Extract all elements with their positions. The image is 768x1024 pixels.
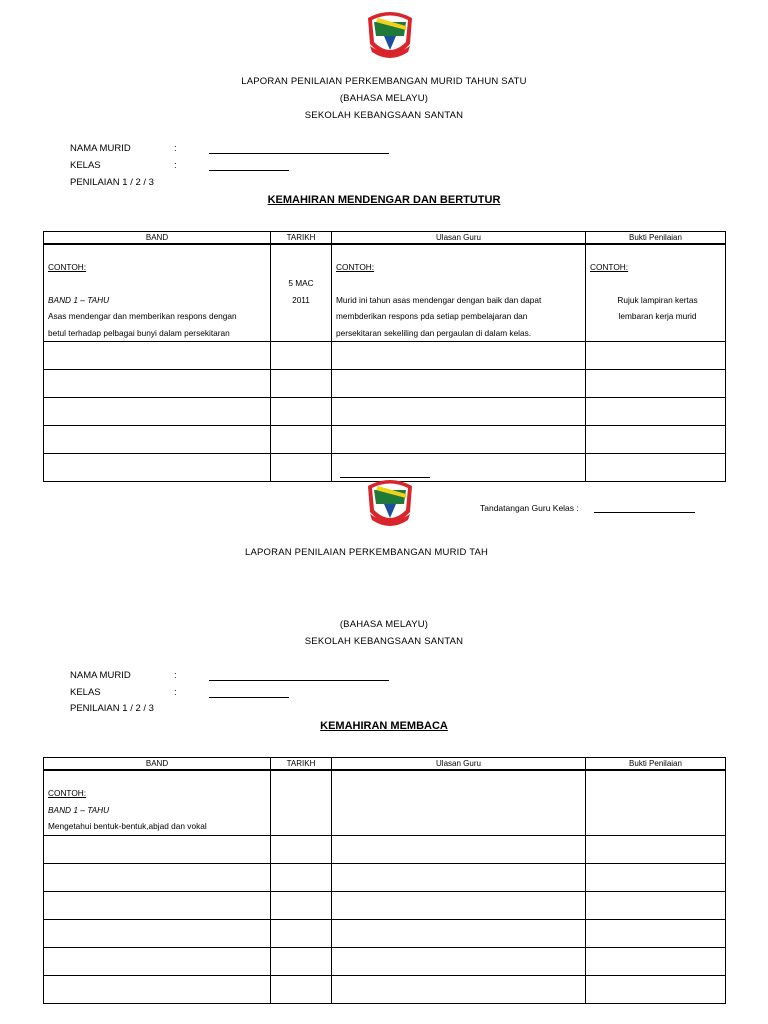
empty-cell[interactable]	[271, 975, 332, 1003]
report-title: LAPORAN PENILAIAN PERKEMBANGAN MURID TAH	[245, 547, 489, 558]
table-row	[44, 947, 726, 975]
class-teacher-signature-label: Tandatangan Guru Kelas :	[480, 503, 579, 513]
empty-cell[interactable]	[332, 947, 586, 975]
example-label: CONTOH:	[336, 262, 375, 272]
empty-cell[interactable]	[271, 454, 332, 482]
table-row	[44, 426, 726, 454]
empty-cell[interactable]	[332, 835, 586, 863]
empty-cell[interactable]	[44, 975, 271, 1003]
empty-cell[interactable]	[44, 426, 271, 454]
empty-cell[interactable]	[44, 891, 271, 919]
date-value: 5 MAC	[288, 278, 314, 288]
empty-cell[interactable]	[44, 370, 271, 398]
empty-cell[interactable]	[44, 947, 271, 975]
listening-assessment-table	[43, 231, 726, 482]
empty-cell[interactable]	[332, 863, 586, 891]
col-header-date: TARIKH	[271, 232, 332, 245]
empty-cell[interactable]	[271, 891, 332, 919]
report-subject: (BAHASA MELAYU)	[339, 93, 429, 104]
band-desc: Mengetahui bentuk-bentuk,abjad dan vokal	[48, 821, 207, 831]
band-cell	[44, 244, 271, 342]
empty-cell[interactable]	[44, 454, 271, 482]
empty-cell[interactable]	[271, 342, 332, 370]
empty-cell[interactable]	[586, 919, 726, 947]
table-row	[44, 863, 726, 891]
colon: :	[174, 143, 177, 154]
comment-cell[interactable]	[332, 244, 586, 342]
assessment-label: PENILAIAN 1 / 2 / 3	[70, 703, 154, 714]
evidence-cell[interactable]	[586, 770, 726, 835]
student-name-field[interactable]	[209, 680, 389, 681]
empty-cell[interactable]	[44, 919, 271, 947]
empty-cell[interactable]	[586, 426, 726, 454]
school-name: SEKOLAH KEBANGSAAN SANTAN	[304, 110, 464, 121]
evidence-text: lembaran kerja murid	[618, 311, 697, 321]
empty-cell[interactable]	[271, 398, 332, 426]
col-header-date: TARIKH	[271, 758, 332, 771]
table-row-example	[44, 244, 726, 342]
reading-assessment-table	[43, 757, 726, 1004]
section-heading-reading: KEMAHIRAN MEMBACA	[320, 720, 448, 732]
empty-cell[interactable]	[271, 919, 332, 947]
school-crest-logo	[362, 6, 418, 66]
date-cell[interactable]	[271, 770, 332, 835]
class-label: KELAS	[70, 160, 101, 171]
class-field[interactable]	[209, 697, 289, 698]
empty-cell[interactable]	[586, 454, 726, 482]
col-header-band: BAND	[44, 232, 271, 245]
assessment-label: PENILAIAN 1 / 2 / 3	[70, 177, 154, 188]
band-desc: Asas mendengar dan memberikan respons dengan	[48, 311, 237, 321]
colon: :	[174, 670, 177, 681]
band-title: BAND 1 – TAHU	[48, 294, 110, 305]
class-field[interactable]	[209, 170, 289, 171]
table-row	[44, 398, 726, 426]
section-heading-listening: KEMAHIRAN MENDENGAR DAN BERTUTUR	[267, 194, 501, 206]
empty-cell[interactable]	[332, 919, 586, 947]
empty-cell[interactable]	[271, 947, 332, 975]
report-title: LAPORAN PENILAIAN PERKEMBANGAN MURID TAHUN SATU	[241, 76, 527, 87]
student-name-label: NAMA MURID	[70, 143, 131, 154]
evidence-cell[interactable]	[586, 244, 726, 342]
empty-cell[interactable]	[271, 426, 332, 454]
comment-text: membderikan respons pda setiap pembelajaran dan	[336, 311, 528, 321]
example-label: CONTOH:	[590, 262, 629, 272]
date-cell[interactable]	[271, 244, 332, 342]
evidence-text: Rujuk lampiran kertas	[617, 294, 698, 305]
school-crest-logo	[362, 474, 418, 534]
school-name: SEKOLAH KEBANGSAAN SANTAN	[304, 636, 464, 647]
empty-cell[interactable]	[44, 835, 271, 863]
col-header-comment: Ulasan Guru	[332, 758, 586, 771]
empty-cell[interactable]	[586, 975, 726, 1003]
empty-cell[interactable]	[586, 370, 726, 398]
empty-cell[interactable]	[271, 863, 332, 891]
empty-cell[interactable]	[44, 398, 271, 426]
empty-cell[interactable]	[271, 370, 332, 398]
student-name-label: NAMA MURID	[70, 670, 131, 681]
col-header-evidence: Bukti Penilaian	[586, 758, 726, 771]
col-header-comment: Ulasan Guru	[332, 232, 586, 245]
table-row	[44, 919, 726, 947]
empty-cell[interactable]	[332, 370, 586, 398]
col-header-band: BAND	[44, 758, 271, 771]
empty-cell[interactable]	[332, 975, 586, 1003]
date-value: 2011	[292, 294, 310, 305]
empty-cell[interactable]	[332, 891, 586, 919]
empty-cell[interactable]	[271, 835, 332, 863]
student-name-field[interactable]	[209, 153, 389, 154]
empty-cell[interactable]	[332, 398, 586, 426]
band-title: BAND 1 – TAHU	[48, 804, 110, 815]
band-cell	[44, 770, 271, 835]
empty-cell[interactable]	[44, 342, 271, 370]
col-header-evidence: Bukti Penilaian	[586, 232, 726, 245]
empty-cell[interactable]	[586, 863, 726, 891]
comment-cell[interactable]	[332, 770, 586, 835]
colon: :	[174, 687, 177, 698]
empty-cell[interactable]	[44, 863, 271, 891]
table-row	[44, 891, 726, 919]
empty-cell[interactable]	[586, 835, 726, 863]
empty-cell[interactable]	[586, 947, 726, 975]
comment-text: Murid ini tahun asas mendengar dengan baik dan dapat	[336, 294, 542, 305]
empty-cell[interactable]	[332, 426, 586, 454]
table-row	[44, 835, 726, 863]
example-label: CONTOH:	[48, 262, 87, 272]
class-label: KELAS	[70, 687, 101, 698]
colon: :	[174, 160, 177, 171]
signature-field[interactable]	[594, 512, 695, 513]
example-label: CONTOH:	[48, 788, 87, 798]
table-row-example	[44, 770, 726, 835]
empty-cell[interactable]	[586, 891, 726, 919]
table-row	[44, 975, 726, 1003]
empty-cell[interactable]	[586, 398, 726, 426]
band-desc: betul terhadap pelbagai bunyi dalam persekitaran	[48, 327, 230, 338]
table-row	[44, 342, 726, 370]
empty-cell[interactable]	[332, 342, 586, 370]
comment-text: persekitaran sekeliling dan pergaulan di dalam kelas.	[336, 327, 532, 338]
report-subject: (BAHASA MELAYU)	[339, 619, 429, 630]
table-row	[44, 370, 726, 398]
empty-cell[interactable]	[586, 342, 726, 370]
